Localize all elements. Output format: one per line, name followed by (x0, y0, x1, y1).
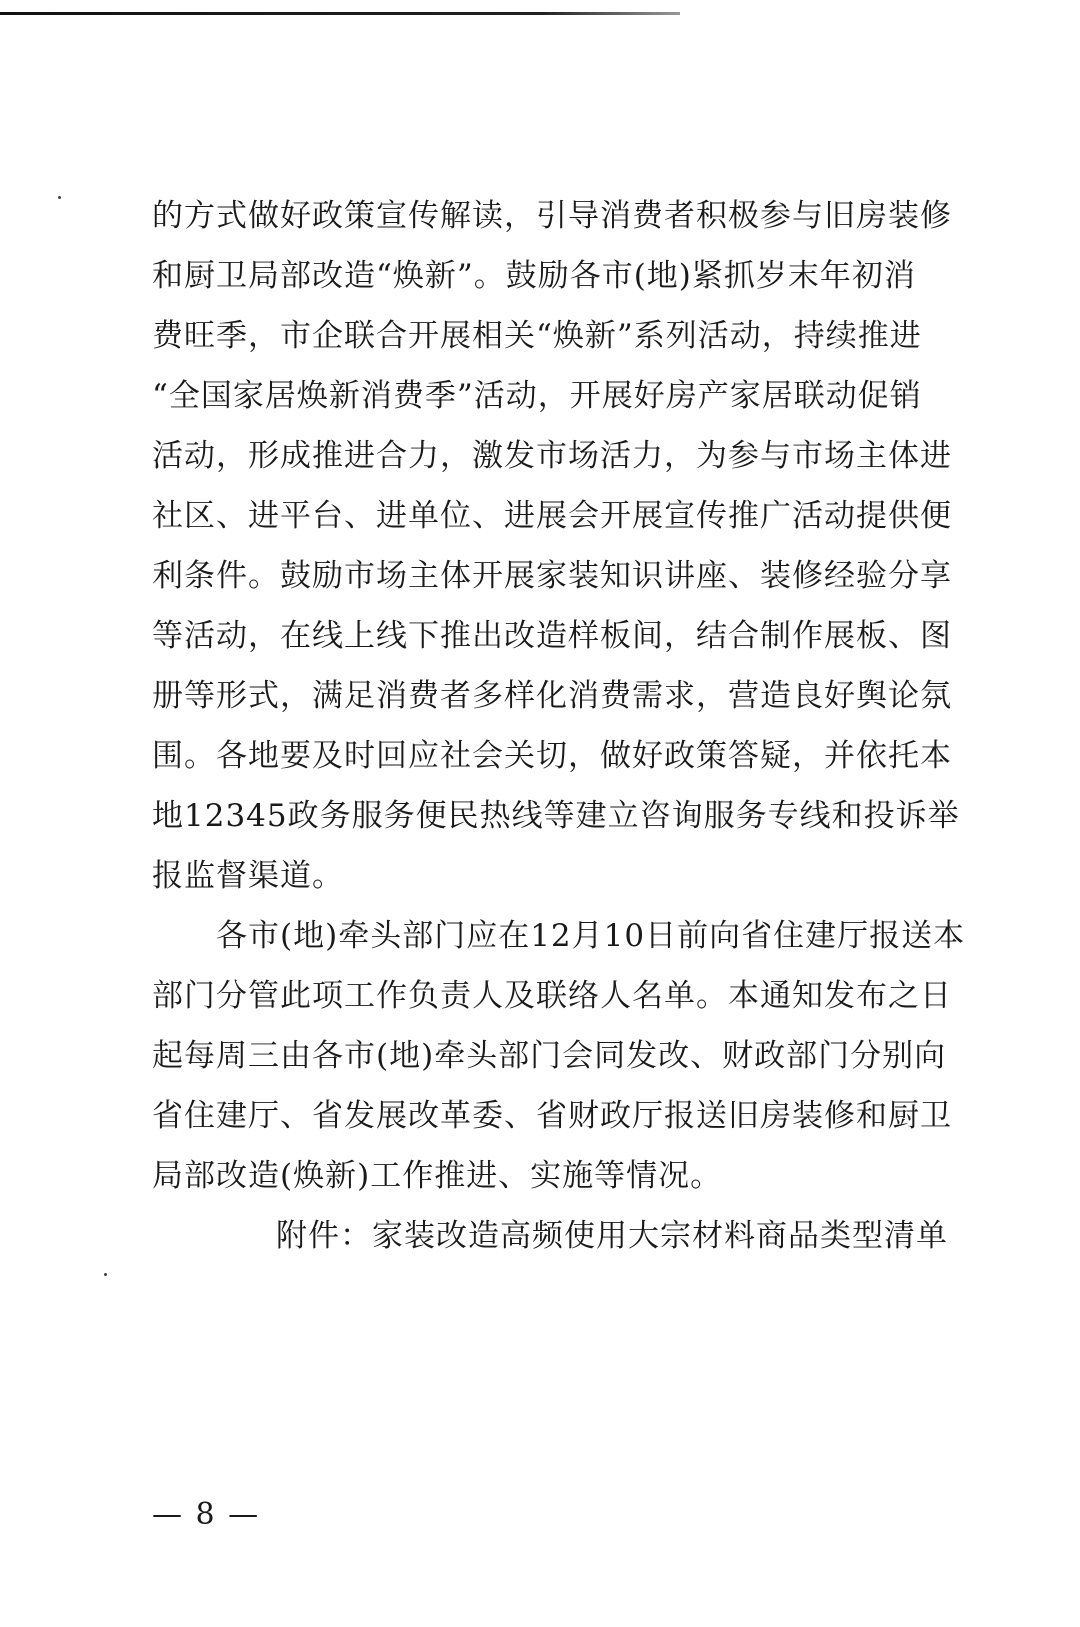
paragraph-1 (152, 186, 960, 906)
text-line: 省住建厅、省发展改革委、省财政厅报送旧房装修和厨卫 (152, 1098, 952, 1134)
text-line: 地12345政务服务便民热线等建立咨询服务专线和投诉举 (152, 798, 960, 834)
text-line: 等活动，在线上线下推出改造样板间，结合制作展板、图 (152, 618, 952, 654)
text-line: “全国家居焕新消费季”活动，开展好房产家居联动促销 (152, 378, 922, 414)
text-line: 局部改造(焕新)工作推进、实施等情况。 (152, 1158, 723, 1194)
text-line: 各市(地)牵头部门应在12月10日前向省住建厅报送本 (216, 918, 966, 954)
text-line: 报监督渠道。 (152, 858, 344, 894)
top-border-rule (0, 12, 680, 15)
text-line: 围。各地要及时回应社会关切，做好政策答疑，并依托本 (152, 738, 952, 774)
text-line: 部门分管此项工作负责人及联络人名单。本通知发布之日 (152, 978, 952, 1014)
text-line: 利条件。鼓励市场主体开展家装知识讲座、装修经验分享 (152, 558, 952, 594)
text-line: 的方式做好政策宣传解读，引导消费者积极参与旧房装修 (152, 198, 952, 234)
text-line: 费旺季，市企联合开展相关“焕新”系列活动，持续推进 (152, 318, 922, 354)
text-line: 起每周三由各市(地)牵头部门会同发改、财政部门分别向 (152, 1038, 947, 1074)
scan-speck (104, 1273, 107, 1276)
document-body (152, 186, 966, 1266)
paragraph-2 (152, 906, 966, 1206)
page-number: — 8 — (152, 1497, 261, 1532)
scan-speck (58, 196, 61, 199)
text-line: 和厨卫局部改造“焕新”。鼓励各市(地)紧抓岁末年初消 (152, 258, 916, 294)
attachment-line: 附件：家装改造高频使用大宗材料商品类型清单 (276, 1218, 948, 1254)
text-line: 社区、进平台、进单位、进展会开展宣传推广活动提供便 (152, 498, 952, 534)
text-line: 活动，形成推进合力，激发市场活力，为参与市场主体进 (152, 438, 952, 474)
text-line: 册等形式，满足消费者多样化消费需求，营造良好舆论氛 (152, 678, 952, 714)
attachment-note (152, 1206, 948, 1266)
